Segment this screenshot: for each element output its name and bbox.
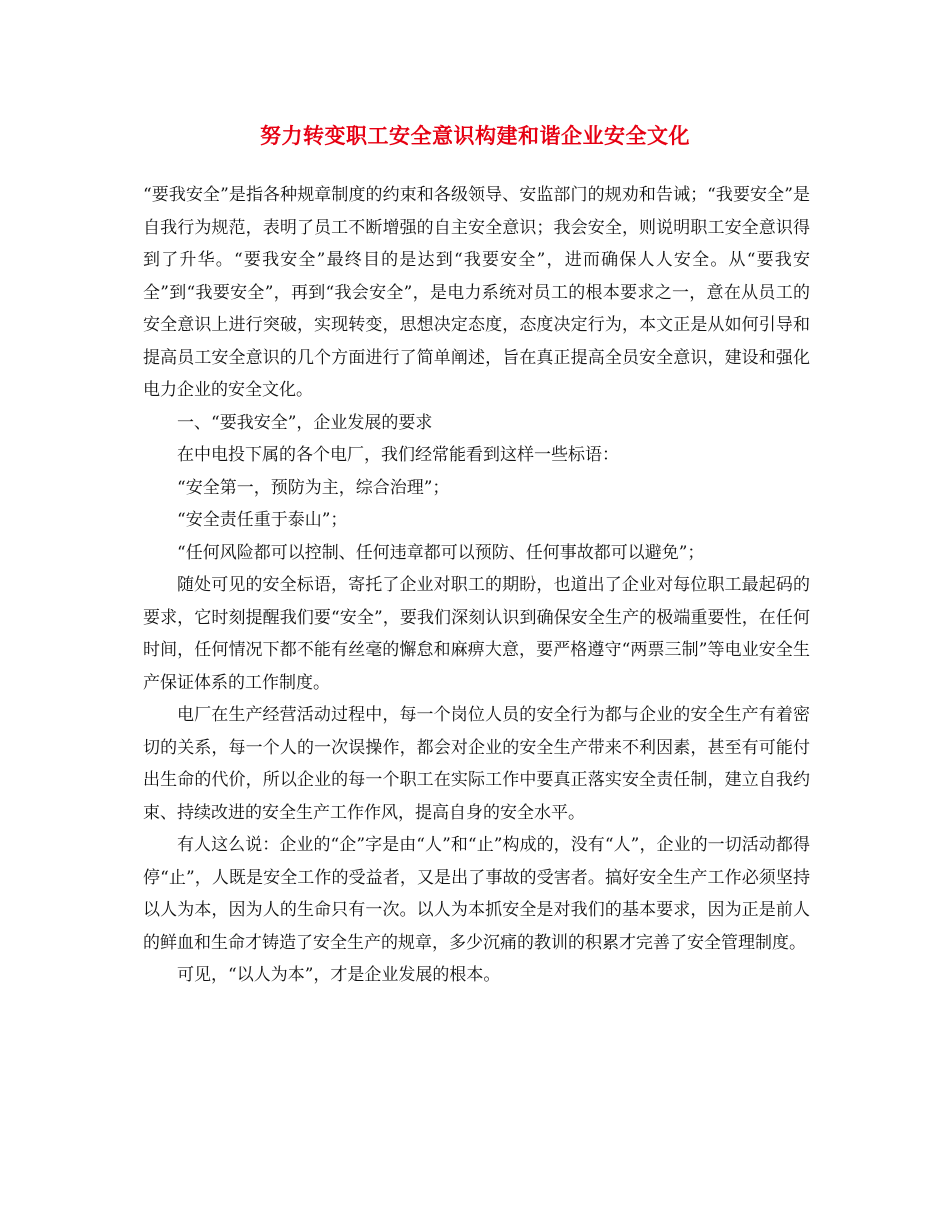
paragraph-intro: “要我安全”是指各种规章制度的约束和各级领导、安监部门的规劝和告诫；“我要安全”是自我行为规范，表明了员工不断增强的自主安全意识；我会安全，则说明职工安全意识得到了升华。“要我安全”最终目的是达到“我要安全”，进而确保人人安全。从“要我安全”到“我要安全”，再到“我会安全”，是电力系统对员工的根本要求之一，意在从员工的安全意识上进行突破，实现转变，思想决定态度，态度决定行为，本文正是从如何引导和提高员工安全意识的几个方面进行了简单阐述，旨在真正提高全员安全意识，建设和强化电力企业的安全文化。 xyxy=(143,185,810,400)
slogan-item: “安全责任重于泰山”； xyxy=(177,510,348,530)
paragraph: 有人这么说：企业的“企”字是由“人”和“止”构成的，没有“人”，企业的一切活动都得停“止”，人既是安全工作的受益者，又是出了事故的受害者。搞好安全生产工作必须坚持以人为本，因为人的生命只有一次。以人为本抓安全是对我们的基本要求，因为正是前人的鲜血和生命才铸造了安全生产的规章，多少沉痛的教训的积累才完善了安全管理制度。 xyxy=(143,835,810,953)
section-heading-1: 一、“要我安全”，企业发展的要求 xyxy=(177,412,433,433)
slogan-item: “任何风险都可以控制、任何违章都可以预防、任何事故都可以避免”； xyxy=(177,542,705,563)
paragraph-conclusion: 可见，“以人为本”，才是企业发展的根本。 xyxy=(177,965,501,985)
slogan-item: “安全第一，预防为主，综合治理”； xyxy=(177,477,450,498)
paragraph: 在中电投下属的各个电厂，我们经常能看到这样一些标语： xyxy=(177,445,619,465)
paragraph: 电厂在生产经营活动过程中，每一个岗位人员的安全行为都与企业的安全生产有着密切的关系，每一个人的一次误操作，都会对企业的安全生产带来不利因素，甚至有可能付出生命的代价，所以企业的每一个职工在实际工作中要真正落实安全责任制，建立自我约束、持续改进的安全生产工作作风，提高自身的安全水平。 xyxy=(143,705,810,823)
document-body xyxy=(143,179,810,992)
paragraph: 随处可见的安全标语，寄托了企业对职工的期盼，也道出了企业对每位职工最起码的要求，它时刻提醒我们要“安全”，要我们深刻认识到确保安全生产的极端重要性，在任何时间，任何情况下都不能有丝毫的懈怠和麻痹大意，要严格遵守“两票三制”等电业安全生产保证体系的工作制度。 xyxy=(143,575,810,693)
document-title: 努力转变职工安全意识构建和谐企业安全文化 xyxy=(260,123,690,148)
